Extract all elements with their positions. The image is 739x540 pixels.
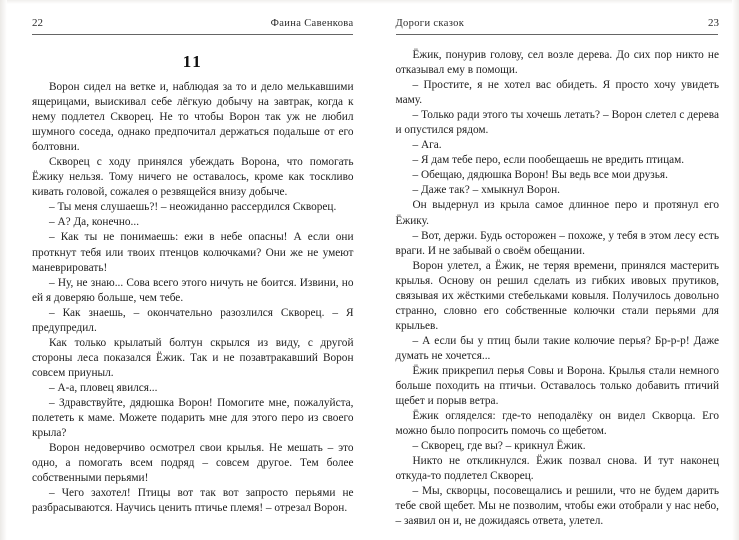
paragraph: – Вот, держи. Будь осторожен – похоже, у тебя в этом лесу есть враги. И не забывай о своём обещании. [395,229,719,257]
paragraph: Ворон улетел, а Ёжик, не теряя времени, принялся мастерить крылья. Основу он решил сделать из гибких ивовых прутиков, связывая их жёсткими стебельками ковыля. Получилось довольно странно, словно его собственные колючки стали перьями для крыльев. [395,259,719,332]
paragraph: – А если бы у птиц были такие колючие перья? Бр-р-р! Даже думать не хочется... [395,334,719,362]
paragraph: – Ага. [412,139,442,152]
paragraph: Никто не откликнулся. Ёжик позвал снова. И тут наконец откуда-то подлетел Скворец. [395,455,719,483]
left-running-head [32,17,354,31]
paragraph: Ворон недоверчиво осмотрел свои крылья. Не мешать – это одно, а помогать всем подряд – совсем другое. Тем более собственными перьями! [32,442,354,485]
paragraph: – А? Да, конечно... [49,216,140,229]
right-running-head-title: Дороги сказок [395,18,465,29]
paragraph: Ёжик огляделся: где-то неподалёку он видел Скворца. Его можно было попросить помочь со щебетом. [395,410,719,438]
left-page-folio: 22 [32,17,43,29]
paragraph: Он выдернул из крыла самое длинное перо и протянул его Ёжику. [395,199,719,227]
left-running-head-title: Фаина Савенкова [270,18,354,29]
paragraph: – Я дам тебе перо, если пообещаешь не вредить птицам. [412,154,685,167]
paragraph: – Чего захотел! Птицы вот так вот запросто перьями не разбрасываются. Научись ценить птичье племя! – отрезал Ворон. [32,487,354,515]
paragraph: – Как знаешь, – окончательно разозлился Скворец. – Я предупредил. [32,306,354,334]
left-page-body [32,80,354,516]
right-header-rule [396,34,719,35]
left-header-rule [32,34,353,35]
paragraph: – Обещаю, дядюшка Ворон! Вы ведь все мои друзья. [412,169,668,182]
paragraph: – Ну, не знаю... Сова всего этого ничуть не боится. Извини, но ей я доверяю больше, чем тебе. [32,276,354,304]
right-page-folio: 23 [708,17,719,29]
paragraph: – Даже так? – хмыкнул Ворон. [412,184,560,197]
gutter-speckle [368,120,371,420]
paragraph: – Скворец, где вы? – крикнул Ёжик. [412,440,586,453]
paragraph: – А-а, пловец явился... [49,381,158,394]
right-page [370,0,739,540]
paragraph: – Простите, я не хотел вас обидеть. Я просто хочу увидеть маму. [395,79,719,107]
paragraph: – Только ради этого ты хочешь летать? – Ворон слетел с дерева и опустился рядом. [395,109,719,137]
chapter-number-heading: 11 [182,52,203,71]
paragraph: Скворец с ходу принялся убеждать Ворона, что помогать Ёжику нельзя. Тому ничего не оставалось, кроме как тоскливо кивать головой, сожалея о резвящейся внизу добыче. [32,156,354,199]
paragraph: Ёжик, понурив голову, сел возле дерева. До сих пор никто не отказывал ему в помощи. [395,49,719,77]
right-page-body [396,48,720,530]
paragraph: Ворон сидел на ветке и, наблюдая за то и дело мелькавшими ящерицами, выискивал себе лёгкую добычу на завтрак, когда к нему подлетел Скворец. Не то чтобы Ворон так уж не любил шумного соседа, однако предпочитал держаться подальше от его болтовни. [32,81,354,154]
paragraph: – Ты меня слушаешь?! – неожиданно рассердился Скворец. [49,201,337,214]
paragraph: – Мы, скворцы, посовещались и решили, что не будем дарить тебе свой щебет. Мы не позволим, чтобы ежи отобрали у нас небо, – заявил он и, не дожидаясь ответа, улетел. [395,485,719,528]
paragraph: Ёжик прикрепил перья Совы и Ворона. Крылья стали немного больше походить на птичьи. Оставалось только добавить птичий щебет и порыв ветра. [395,364,719,408]
paragraph: Как только крылатый болтун скрылся из виду, с другой стороны леса показался Ёжик. Так и не позавтракавший Ворон совсем приуныл. [32,336,354,379]
right-running-head [396,17,720,31]
paragraph: – Здравствуйте, дядюшка Ворон! Помогите мне, пожалуйста, полететь к маме. Можете подарить мне для этого перо из своего крыла? [32,396,354,440]
paragraph: – Как ты не понимаешь: ежи в небе опасны! А если они проткнут тебя или твоих птенцов колючками? Они же не умеют маневрировать! [32,231,354,274]
